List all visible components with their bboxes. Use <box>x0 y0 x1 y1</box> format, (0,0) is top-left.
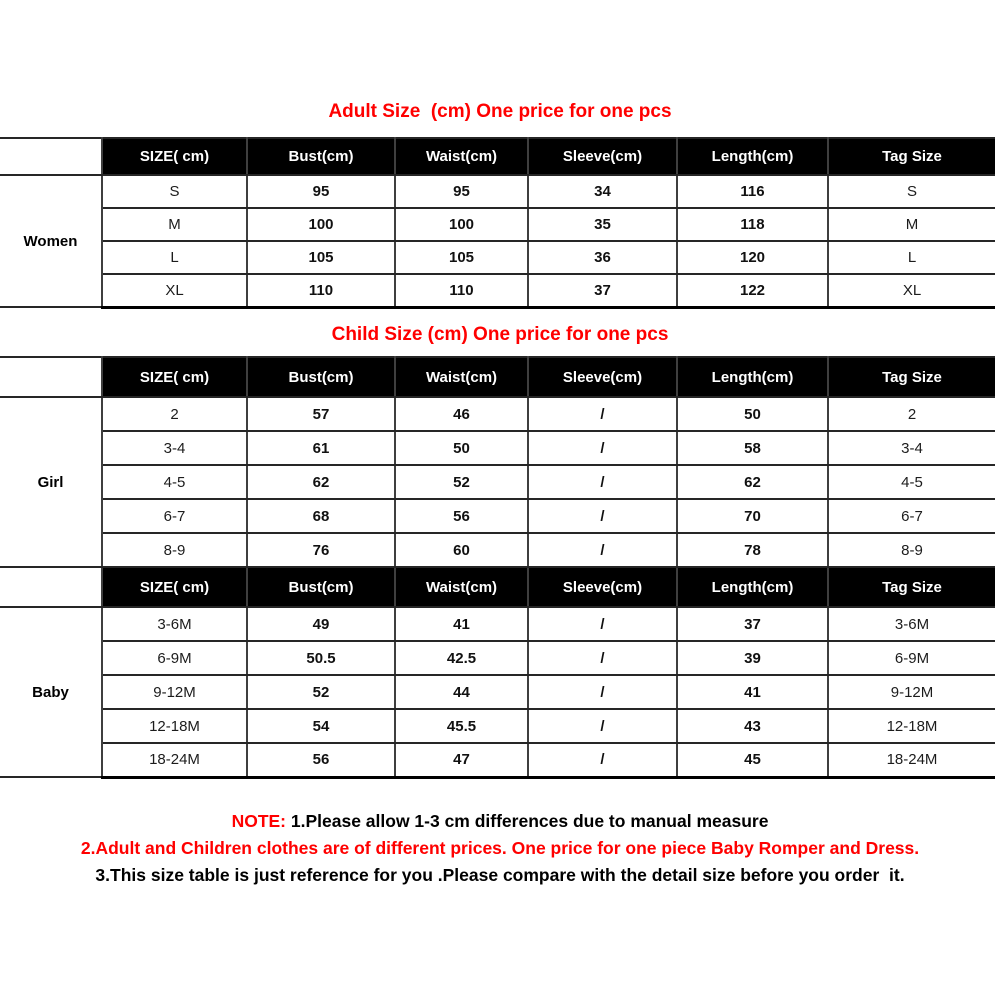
measurement-cell: 118 <box>677 208 828 241</box>
measurement-cell: / <box>528 607 677 641</box>
measurement-cell: 62 <box>247 465 395 499</box>
column-header-length-cm: Length(cm) <box>677 138 828 175</box>
measurement-cell: 105 <box>395 241 528 274</box>
measurement-cell: 45 <box>677 743 828 777</box>
notes-block <box>0 808 1000 889</box>
measurement-cell: / <box>528 641 677 675</box>
column-header-bust-cm: Bust(cm) <box>247 357 395 397</box>
note-line-3: 3.This size table is just reference for you .Please compare with the detail size before you order it. <box>95 865 905 885</box>
column-header-tag-size: Tag Size <box>828 567 995 607</box>
measurement-cell: 100 <box>247 208 395 241</box>
table-row <box>0 465 995 499</box>
measurement-cell: 95 <box>395 175 528 208</box>
measurement-cell: 70 <box>677 499 828 533</box>
table-row <box>0 208 995 241</box>
size-cell: XL <box>102 274 247 307</box>
measurement-cell: 37 <box>528 274 677 307</box>
measurement-cell: 39 <box>677 641 828 675</box>
tag-size-cell: 12-18M <box>828 709 995 743</box>
tag-size-cell: 9-12M <box>828 675 995 709</box>
column-header-bust-cm: Bust(cm) <box>247 567 395 607</box>
size-cell: S <box>102 175 247 208</box>
measurement-cell: 105 <box>247 241 395 274</box>
column-header-length-cm: Length(cm) <box>677 567 828 607</box>
note-line-1 <box>0 808 1000 835</box>
measurement-cell: 78 <box>677 533 828 567</box>
column-header-length-cm: Length(cm) <box>677 357 828 397</box>
measurement-cell: 100 <box>395 208 528 241</box>
measurement-cell: 110 <box>395 274 528 307</box>
adult-size-table <box>0 137 995 309</box>
size-cell: 6-9M <box>102 641 247 675</box>
tag-size-cell: 8-9 <box>828 533 995 567</box>
measurement-cell: 122 <box>677 274 828 307</box>
measurement-cell: 50 <box>677 397 828 431</box>
column-header-tag-size: Tag Size <box>828 138 995 175</box>
measurement-cell: 54 <box>247 709 395 743</box>
measurement-cell: / <box>528 465 677 499</box>
size-cell: 6-7 <box>102 499 247 533</box>
tag-size-cell: 18-24M <box>828 743 995 777</box>
tag-size-cell: 3-6M <box>828 607 995 641</box>
measurement-cell: 50.5 <box>247 641 395 675</box>
measurement-cell: 58 <box>677 431 828 465</box>
tag-size-cell: 6-7 <box>828 499 995 533</box>
measurement-cell: / <box>528 431 677 465</box>
size-cell: 3-4 <box>102 431 247 465</box>
measurement-cell: 50 <box>395 431 528 465</box>
size-cell: 12-18M <box>102 709 247 743</box>
measurement-cell: 34 <box>528 175 677 208</box>
group-label-women: Women <box>0 175 102 307</box>
measurement-cell: 52 <box>247 675 395 709</box>
size-cell: 8-9 <box>102 533 247 567</box>
tag-size-cell: 6-9M <box>828 641 995 675</box>
table-row <box>0 499 995 533</box>
measurement-cell: 56 <box>395 499 528 533</box>
measurement-cell: 110 <box>247 274 395 307</box>
size-cell: 2 <box>102 397 247 431</box>
measurement-cell: 62 <box>677 465 828 499</box>
measurement-cell: 41 <box>395 607 528 641</box>
tag-size-cell: 3-4 <box>828 431 995 465</box>
column-header-sleeve-cm: Sleeve(cm) <box>528 138 677 175</box>
measurement-cell: 37 <box>677 607 828 641</box>
table-row <box>0 431 995 465</box>
table-row <box>0 743 995 777</box>
measurement-cell: 60 <box>395 533 528 567</box>
group-label-girl: Girl <box>0 397 102 567</box>
measurement-cell: / <box>528 397 677 431</box>
size-cell: M <box>102 208 247 241</box>
note-line-2: 2.Adult and Children clothes are of different prices. One price for one piece Baby Romper and Dress. <box>80 838 920 858</box>
note-label: NOTE: <box>231 811 291 831</box>
column-header-waist-cm: Waist(cm) <box>395 138 528 175</box>
table-row <box>0 641 995 675</box>
measurement-cell: 95 <box>247 175 395 208</box>
column-header-bust-cm: Bust(cm) <box>247 138 395 175</box>
note-line-1-text: 1.Please allow 1-3 cm differences due to manual measure <box>290 811 769 831</box>
column-header-tag-size: Tag Size <box>828 357 995 397</box>
measurement-cell: 44 <box>395 675 528 709</box>
column-header-waist-cm: Waist(cm) <box>395 357 528 397</box>
measurement-cell: 42.5 <box>395 641 528 675</box>
measurement-cell: / <box>528 499 677 533</box>
tag-size-cell: 2 <box>828 397 995 431</box>
measurement-cell: 57 <box>247 397 395 431</box>
tag-size-cell: 4-5 <box>828 465 995 499</box>
column-header-sleeve-cm: Sleeve(cm) <box>528 357 677 397</box>
measurement-cell: 116 <box>677 175 828 208</box>
measurement-cell: 49 <box>247 607 395 641</box>
table-row <box>0 533 995 567</box>
table-row <box>0 241 995 274</box>
measurement-cell: / <box>528 709 677 743</box>
measurement-cell: 76 <box>247 533 395 567</box>
measurement-cell: / <box>528 675 677 709</box>
group-label-baby: Baby <box>0 607 102 777</box>
adult-size-grid <box>0 137 995 309</box>
table-row <box>0 709 995 743</box>
measurement-cell: 45.5 <box>395 709 528 743</box>
corner-cell <box>0 138 102 175</box>
adult-size-title: Adult Size (cm) One price for one pcs <box>328 101 672 122</box>
corner-cell <box>0 357 102 397</box>
child-size-title: Child Size (cm) One price for one pcs <box>331 324 669 345</box>
header-row <box>0 567 995 607</box>
tag-size-cell: S <box>828 175 995 208</box>
measurement-cell: 43 <box>677 709 828 743</box>
table-row <box>0 675 995 709</box>
measurement-cell: 56 <box>247 743 395 777</box>
measurement-cell: 120 <box>677 241 828 274</box>
child-size-table <box>0 356 995 779</box>
measurement-cell: 68 <box>247 499 395 533</box>
measurement-cell: 36 <box>528 241 677 274</box>
table-row <box>0 607 995 641</box>
tag-size-cell: XL <box>828 274 995 307</box>
table-row <box>0 274 995 307</box>
header-row <box>0 357 995 397</box>
measurement-cell: 41 <box>677 675 828 709</box>
table-row <box>0 175 995 208</box>
size-cell: 9-12M <box>102 675 247 709</box>
column-header-size-cm: SIZE( cm) <box>102 138 247 175</box>
size-cell: 3-6M <box>102 607 247 641</box>
column-header-sleeve-cm: Sleeve(cm) <box>528 567 677 607</box>
column-header-size-cm: SIZE( cm) <box>102 357 247 397</box>
measurement-cell: 47 <box>395 743 528 777</box>
measurement-cell: / <box>528 533 677 567</box>
tag-size-cell: L <box>828 241 995 274</box>
child-size-grid <box>0 356 995 779</box>
measurement-cell: 46 <box>395 397 528 431</box>
tag-size-cell: M <box>828 208 995 241</box>
header-row <box>0 138 995 175</box>
column-header-size-cm: SIZE( cm) <box>102 567 247 607</box>
measurement-cell: 61 <box>247 431 395 465</box>
measurement-cell: 52 <box>395 465 528 499</box>
size-cell: L <box>102 241 247 274</box>
size-cell: 4-5 <box>102 465 247 499</box>
measurement-cell: 35 <box>528 208 677 241</box>
size-cell: 18-24M <box>102 743 247 777</box>
measurement-cell: / <box>528 743 677 777</box>
column-header-waist-cm: Waist(cm) <box>395 567 528 607</box>
table-row <box>0 397 995 431</box>
corner-cell <box>0 567 102 607</box>
